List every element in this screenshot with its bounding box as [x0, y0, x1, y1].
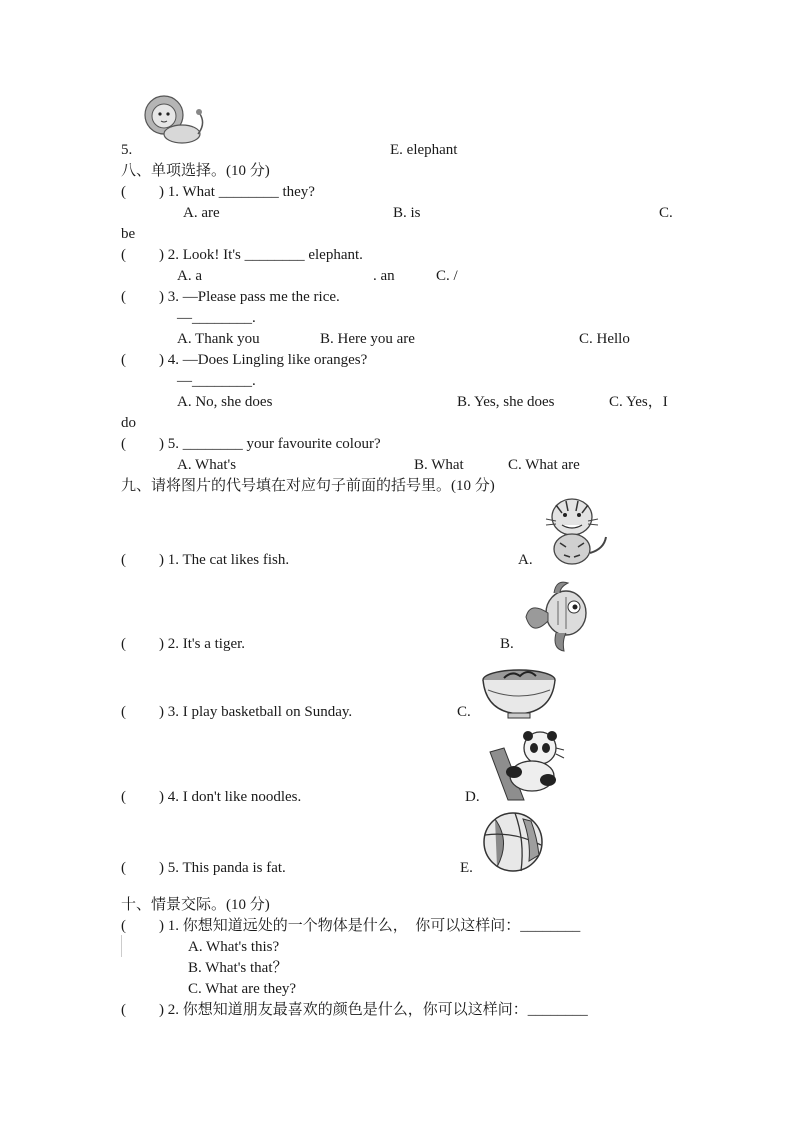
- sec8-q3-option-b: B. Here you are: [320, 331, 415, 347]
- sec9-letter-a: A.: [518, 552, 533, 568]
- sec9-item-1: ) 1. The cat likes fish.: [159, 552, 290, 568]
- sec8-q4-option-c-cont: do: [121, 415, 136, 431]
- sec9-item-3: ) 3. I play basketball on Sunday.: [159, 704, 353, 720]
- sec10-q1-stem: ) 1. 你想知道远处的一个物体是什么， 你可以这样问：________: [159, 918, 581, 934]
- section9-title: 九、请将图片的代号填在对应句子前面的括号里。(10 分): [121, 478, 495, 494]
- sec8-q5-option-b: B. What: [414, 457, 464, 473]
- answer-paren[interactable]: (: [121, 704, 126, 720]
- tiger-picture: [532, 493, 612, 568]
- sec8-q4-option-a: A. No, she does: [177, 394, 273, 410]
- sec9-item-2: ) 2. It's a tiger.: [159, 636, 246, 652]
- sec8-q2-stem: ) 2. Look! It's ________ elephant.: [159, 247, 363, 263]
- answer-paren[interactable]: (: [121, 247, 126, 263]
- answer-paren[interactable]: (: [121, 1002, 126, 1018]
- scan-mark: [121, 935, 122, 957]
- sec8-q5-option-a: A. What's: [177, 457, 237, 473]
- answer-paren[interactable]: (: [121, 436, 126, 452]
- sec8-q1-stem: ) 1. What ________ they?: [159, 184, 315, 200]
- sec8-q3-blank: —________.: [177, 310, 256, 326]
- section10-title: 十、情景交际。(10 分): [121, 897, 270, 913]
- section8-title: 八、单项选择。(10 分): [121, 163, 270, 179]
- answer-paren[interactable]: (: [121, 789, 126, 805]
- sec8-q2-option-c: C. /: [436, 268, 458, 284]
- sec8-q4-stem: ) 4. —Does Lingling like oranges?: [159, 352, 368, 368]
- section7-q5-option-e: E. elephant: [390, 142, 458, 158]
- sec8-q2-option-b: . an: [373, 268, 395, 284]
- lion-picture: [142, 94, 208, 146]
- sec9-item-4: ) 4. I don't like noodles.: [159, 789, 302, 805]
- sec8-q1-option-b: B. is: [393, 205, 421, 221]
- section7-q5-number: 5.: [121, 142, 133, 158]
- sec8-q3-stem: ) 3. —Please pass me the rice.: [159, 289, 340, 305]
- sec8-q1-option-c-cont: be: [121, 226, 136, 242]
- panda-picture: [484, 728, 566, 802]
- ball-picture: [481, 811, 545, 873]
- answer-paren[interactable]: (: [121, 860, 126, 876]
- answer-paren[interactable]: (: [121, 352, 126, 368]
- sec10-q1-option-c: C. What are they?: [188, 981, 297, 997]
- sec8-q2-option-a: A. a: [177, 268, 202, 284]
- sec8-q3-option-c: C. Hello: [579, 331, 630, 347]
- sec8-q3-option-a: A. Thank you: [177, 331, 260, 347]
- sec9-letter-b: B.: [500, 636, 514, 652]
- sec8-q5-option-c: C. What are: [508, 457, 580, 473]
- sec8-q1-option-c: C.: [659, 205, 673, 221]
- fish-picture: [520, 577, 592, 653]
- sec8-q5-stem: ) 5. ________ your favourite colour?: [159, 436, 381, 452]
- sec9-letter-c: C.: [457, 704, 471, 720]
- sec10-q2-stem: ) 2. 你想知道朋友最喜欢的颜色是什么，你可以这样问：________: [159, 1002, 588, 1018]
- answer-paren[interactable]: (: [121, 184, 126, 200]
- sec9-letter-e: E.: [460, 860, 473, 876]
- sec8-q1-option-a: A. are: [183, 205, 220, 221]
- answer-paren[interactable]: (: [121, 289, 126, 305]
- sec9-item-5: ) 5. This panda is fat.: [159, 860, 286, 876]
- sec10-q1-option-a: A. What's this?: [188, 939, 280, 955]
- sec10-q1-option-b: B. What's that？: [188, 960, 288, 976]
- sec8-q4-blank: —________.: [177, 373, 256, 389]
- answer-paren[interactable]: (: [121, 552, 126, 568]
- sec8-q4-option-b: B. Yes, she does: [457, 394, 555, 410]
- answer-paren[interactable]: (: [121, 636, 126, 652]
- sec9-letter-d: D.: [465, 789, 480, 805]
- sec8-q4-option-c: C. Yes，I: [609, 394, 668, 410]
- answer-paren[interactable]: (: [121, 918, 126, 934]
- noodles-bowl-picture: [480, 662, 558, 720]
